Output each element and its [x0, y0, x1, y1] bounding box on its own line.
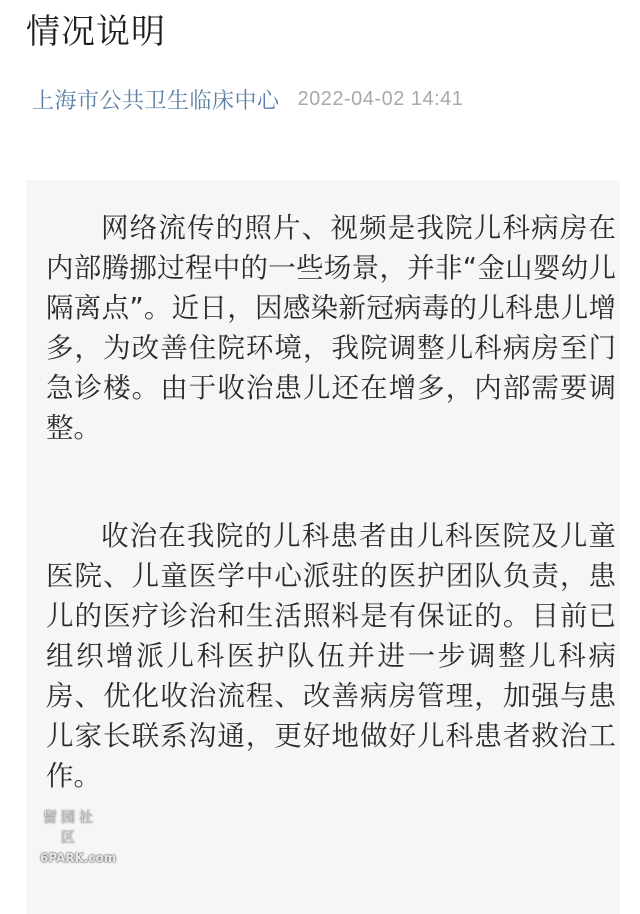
site-watermark [40, 808, 117, 868]
article-title: 情况说明 [26, 12, 166, 52]
article-paragraph-1: 网络流传的照片、视频是我院儿科病房在内部腾挪过程中的一些场景，并非“金山婴幼儿隔离点”。近日，因感染新冠病毒的儿科患儿增多，为改善住院环境，我院调整儿科病房至门急诊楼。由于收治患儿还在增多，内部需要调整。 [46, 212, 616, 444]
watermark-site-text: 6PARK.com [40, 851, 117, 865]
article-meta [32, 82, 463, 116]
publish-timestamp: 2022-04-02 14:41 [297, 87, 464, 110]
article-paragraph-2: 收治在我院的儿科患者由儿科医院及儿童医院、儿童医学中心派驻的医护团队负责，患儿的医疗诊治和生活照料是有保证的。目前已组织增派儿科医护队伍并进一步调整儿科病房、优化收治流程、改善病房管理，加强与患儿家长联系沟通，更好地做好儿科患者救治工作。 [46, 520, 616, 792]
watermark-chinese-text: 留园社区 [43, 810, 97, 846]
source-account-link[interactable]: 上海市公共卫生临床中心 [32, 88, 280, 114]
